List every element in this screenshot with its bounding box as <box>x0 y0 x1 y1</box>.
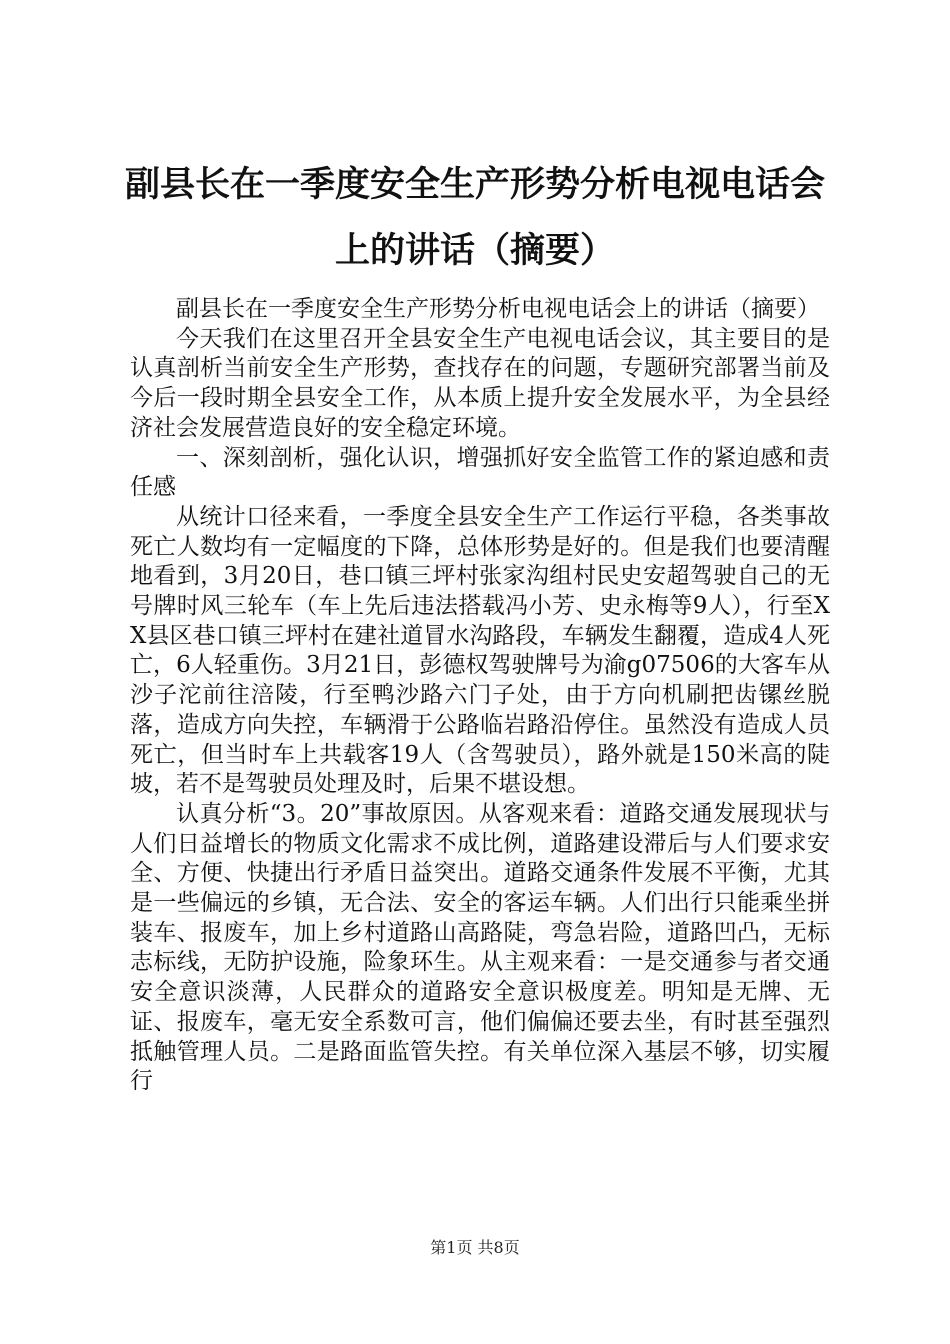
paragraph-intro: 今天我们在这里召开全县安全生产电视电话会议，其主要目的是认真剖析当前安全生产形势，查找存在的问题，专题研究部署当前及今后一段时期全县安全工作，从本质上提升安全发展水平，为全县经济社会发展营造良好的安全稳定环境。 <box>130 325 830 441</box>
paragraph-statistics: 从统计口径来看，一季度全县安全生产工作运行平稳，各类事故死亡人数均有一定幅度的下降，总体形势是好的。但是我们也要清醒地看到，3月20日，巷口镇三坪村张家沟组村民史安超驾驶自己的无号牌时风三轮车（车上先后违法搭载冯小芳、史永梅等9人），行至XX县区巷口镇三坪村在建社道冒水沟路段，车辆发生翻覆，造成4人死亡，6人轻重伤。3月21日，彭德权驾驶牌号为渝g07506的大客车从沙子沱前往涪陵，行至鸭沙路六门子处，由于方向机刷把齿镙丝脱落，造成方向失控，车辆滑于公路临岩路沿停住。虽然没有造成人员死亡，但当时车上共载客19人（含驾驶员），路外就是150米高的陡坡，若不是驾驶员处理及时，后果不堪设想。 <box>130 503 830 798</box>
paragraph-analysis: 认真分析“3。20”事故原因。从客观来看：道路交通发展现状与人们日益增长的物质文化需求不成比例，道路建设滞后与人们要求安全、方便、快捷出行矛盾日益突出。道路交通条件发展不平衡，尤其是一些偏远的乡镇，无合法、安全的客运车辆。人们出行只能乘坐拼装车、报废车，加上乡村道路山高路陡，弯急岩险，道路凹凸，无标志标线，无防护设施，险象环生。从主观来看：一是交通参与者交通安全意识淡薄，人民群众的道路安全意识极度差。明知是无牌、无证、报废车，毫无安全系数可言，他们偏偏还要去坐，有时甚至强烈抵触管理人员。二是路面监管失控。有关单位深入基层不够，切实履行 <box>130 800 830 1095</box>
title-line-2: 上的讲话（摘要） <box>334 231 615 271</box>
page-number-footer: 第1页 共8页 <box>430 1238 520 1257</box>
document-title <box>120 152 830 284</box>
section-heading-1: 一、深刻剖析，强化认识，增强抓好安全监管工作的紧迫感和责任感 <box>130 444 830 501</box>
paragraph-subtitle: 副县长在一季度安全生产形势分析电视电话会上的讲话（摘要） <box>176 296 820 322</box>
document-body <box>130 295 830 1097</box>
title-line-1: 副县长在一季度安全生产形势分析电视电话会 <box>124 165 825 205</box>
